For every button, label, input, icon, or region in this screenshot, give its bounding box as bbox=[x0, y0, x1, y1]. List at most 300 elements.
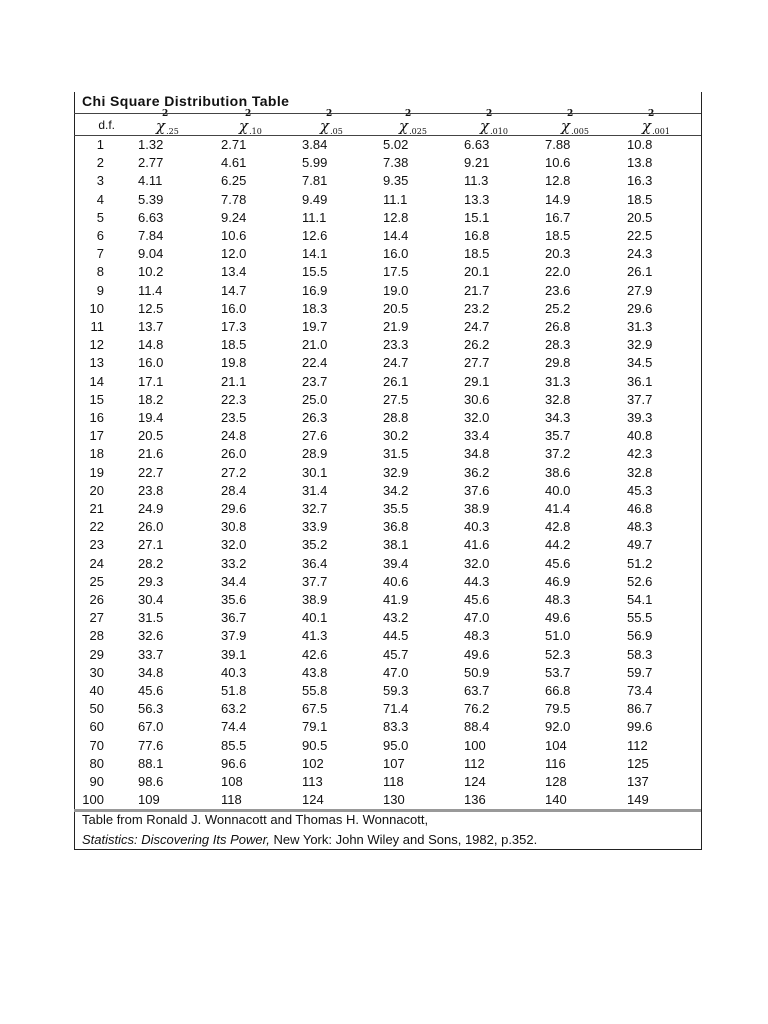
value-cell: 48.3 bbox=[464, 628, 490, 644]
value-cell: 40.1 bbox=[302, 610, 328, 626]
value-cell: 44.2 bbox=[545, 537, 571, 553]
chi-symbol: χ bbox=[156, 117, 166, 135]
value-cell: 99.6 bbox=[627, 719, 653, 735]
value-cell: 42.3 bbox=[627, 446, 653, 462]
chi-square-header bbox=[156, 109, 179, 136]
df-cell: 22 bbox=[89, 519, 104, 535]
value-cell: 112 bbox=[627, 737, 648, 753]
chi-square-header bbox=[320, 109, 343, 136]
value-cell: 49.6 bbox=[464, 646, 490, 662]
value-cell: 20.5 bbox=[627, 209, 653, 225]
value-cell: 15.5 bbox=[302, 264, 328, 280]
value-cell: 22.5 bbox=[627, 228, 653, 243]
value-cell: 13.8 bbox=[627, 155, 653, 171]
footer-book-title: Statistics: Discovering Its Power, bbox=[82, 832, 270, 847]
chi-superscript: 2 bbox=[567, 109, 574, 119]
alpha-subscript: .25 bbox=[166, 127, 179, 136]
value-cell: 34.5 bbox=[627, 355, 653, 371]
value-cell: 45.6 bbox=[545, 555, 571, 571]
df-cell: 25 bbox=[89, 573, 104, 589]
value-cell: 26.3 bbox=[302, 410, 328, 425]
value-cell: 35.5 bbox=[383, 501, 409, 516]
df-cell: 4 bbox=[96, 191, 104, 207]
df-cell: 100 bbox=[82, 792, 104, 808]
value-cell: 33.2 bbox=[221, 555, 247, 571]
value-cell: 2.71 bbox=[221, 137, 247, 152]
value-cell: 40.6 bbox=[383, 573, 409, 589]
value-cell: 32.8 bbox=[545, 391, 571, 407]
value-cell: 98.6 bbox=[138, 774, 164, 789]
value-cell: 34.3 bbox=[545, 410, 571, 425]
value-cell: 85.5 bbox=[221, 737, 247, 753]
value-cell: 30.4 bbox=[138, 592, 164, 607]
value-cell: 43.8 bbox=[302, 664, 328, 680]
value-cell: 12.8 bbox=[383, 209, 409, 225]
value-cell: 20.5 bbox=[138, 428, 164, 444]
value-cell: 140 bbox=[545, 792, 567, 808]
value-cell: 6.25 bbox=[221, 173, 247, 189]
value-cell: 35.6 bbox=[221, 592, 247, 607]
chi-square-header bbox=[239, 109, 262, 136]
value-cell: 104 bbox=[545, 737, 567, 753]
value-cell: 76.2 bbox=[464, 701, 490, 717]
df-cell: 27 bbox=[89, 610, 104, 626]
value-cell: 14.4 bbox=[383, 228, 409, 243]
value-cell: 77.6 bbox=[138, 737, 164, 753]
df-cell: 24 bbox=[89, 555, 104, 571]
value-cell: 35.2 bbox=[302, 537, 328, 553]
value-cell: 40.3 bbox=[464, 519, 490, 535]
value-cell: 31.5 bbox=[138, 610, 164, 626]
value-cell: 23.3 bbox=[383, 337, 409, 353]
value-cell: 11.3 bbox=[464, 173, 489, 189]
value-cell: 30.6 bbox=[464, 391, 490, 407]
df-cell: 29 bbox=[89, 646, 104, 662]
value-cell: 108 bbox=[221, 774, 243, 789]
value-cell: 124 bbox=[302, 792, 324, 808]
value-cell: 29.3 bbox=[138, 573, 164, 589]
df-cell: 28 bbox=[89, 628, 104, 644]
value-cell: 130 bbox=[383, 792, 405, 808]
value-cell: 9.35 bbox=[383, 173, 409, 189]
value-cell: 5.99 bbox=[302, 155, 328, 171]
value-cell: 3.84 bbox=[302, 137, 328, 152]
value-cell: 34.8 bbox=[138, 664, 164, 680]
value-cell: 125 bbox=[627, 755, 649, 771]
df-cell: 26 bbox=[89, 592, 104, 607]
value-cell: 45.6 bbox=[464, 592, 490, 607]
chi-square-header bbox=[480, 109, 508, 136]
value-cell: 6.63 bbox=[464, 137, 490, 152]
value-cell: 9.49 bbox=[302, 191, 328, 207]
value-cell: 40.3 bbox=[221, 664, 247, 680]
value-cell: 10.2 bbox=[138, 264, 164, 280]
chi-symbol: χ bbox=[320, 117, 330, 135]
value-cell: 26.1 bbox=[627, 264, 653, 280]
chi-superscript: 2 bbox=[486, 109, 493, 119]
value-cell: 28.8 bbox=[383, 410, 409, 425]
df-cell: 21 bbox=[89, 501, 104, 516]
value-cell: 79.1 bbox=[302, 719, 328, 735]
alpha-subscript: .05 bbox=[330, 127, 343, 136]
value-cell: 92.0 bbox=[545, 719, 571, 735]
chi-superscript: 2 bbox=[326, 109, 333, 119]
value-cell: 4.11 bbox=[138, 173, 163, 189]
df-cell: 15 bbox=[89, 391, 104, 407]
value-cell: 47.0 bbox=[464, 610, 490, 626]
value-cell: 20.5 bbox=[383, 300, 409, 316]
chi-symbol: χ bbox=[399, 117, 409, 135]
value-cell: 88.1 bbox=[138, 755, 164, 771]
value-cell: 11.1 bbox=[383, 191, 408, 207]
value-cell: 21.7 bbox=[464, 282, 490, 298]
alpha-subscript: .001 bbox=[652, 127, 670, 136]
value-cell: 12.5 bbox=[138, 300, 164, 316]
df-cell: 1 bbox=[96, 137, 104, 152]
chi-superscript: 2 bbox=[245, 109, 252, 119]
value-cell: 28.4 bbox=[221, 482, 247, 498]
df-cell: 80 bbox=[89, 755, 104, 771]
df-cell: 7 bbox=[96, 246, 104, 262]
value-cell: 24.9 bbox=[138, 501, 164, 516]
value-cell: 79.5 bbox=[545, 701, 571, 717]
value-cell: 67.0 bbox=[138, 719, 164, 735]
value-cell: 22.7 bbox=[138, 464, 164, 480]
value-cell: 58.3 bbox=[627, 646, 653, 662]
value-cell: 36.2 bbox=[464, 464, 490, 480]
footer-publisher: New York: John Wiley and Sons, 1982, p.352. bbox=[269, 832, 538, 847]
value-cell: 24.3 bbox=[627, 246, 653, 262]
value-cell: 39.3 bbox=[627, 410, 653, 425]
value-cell: 19.4 bbox=[138, 410, 164, 425]
value-cell: 32.0 bbox=[464, 410, 490, 425]
value-cell: 14.1 bbox=[302, 246, 328, 262]
value-cell: 21.9 bbox=[383, 319, 409, 334]
value-cell: 107 bbox=[383, 755, 405, 771]
value-cell: 46.8 bbox=[627, 501, 653, 516]
df-cell: 6 bbox=[96, 228, 104, 243]
value-cell: 4.61 bbox=[221, 155, 247, 171]
value-cell: 16.0 bbox=[383, 246, 409, 262]
df-cell: 16 bbox=[89, 410, 104, 425]
df-cell: 18 bbox=[89, 446, 104, 462]
value-cell: 16.0 bbox=[138, 355, 164, 371]
value-cell: 109 bbox=[138, 792, 160, 808]
alpha-subscript: .010 bbox=[490, 127, 508, 136]
value-cell: 19.8 bbox=[221, 355, 247, 371]
value-cell: 38.9 bbox=[464, 501, 490, 516]
chi-symbol: χ bbox=[642, 117, 652, 135]
value-cell: 32.0 bbox=[464, 555, 490, 571]
value-cell: 13.3 bbox=[464, 191, 490, 207]
value-cell: 41.3 bbox=[302, 628, 328, 644]
value-cell: 50.9 bbox=[464, 664, 490, 680]
value-cell: 118 bbox=[221, 792, 242, 808]
value-cell: 66.8 bbox=[545, 683, 571, 698]
value-cell: 1.32 bbox=[138, 137, 164, 152]
value-cell: 49.6 bbox=[545, 610, 571, 626]
value-cell: 7.38 bbox=[383, 155, 409, 171]
df-cell: 17 bbox=[89, 428, 104, 444]
value-cell: 95.0 bbox=[383, 737, 409, 753]
df-cell: 23 bbox=[89, 537, 104, 553]
value-cell: 31.4 bbox=[302, 482, 328, 498]
value-cell: 19.7 bbox=[302, 319, 328, 334]
value-cell: 55.5 bbox=[627, 610, 653, 626]
value-cell: 27.2 bbox=[221, 464, 247, 480]
value-cell: 36.8 bbox=[383, 519, 409, 535]
df-cell: 30 bbox=[89, 664, 104, 680]
value-cell: 28.3 bbox=[545, 337, 571, 353]
value-cell: 67.5 bbox=[302, 701, 328, 717]
alpha-subscript: .025 bbox=[409, 127, 427, 136]
value-cell: 29.8 bbox=[545, 355, 571, 371]
value-cell: 90.5 bbox=[302, 737, 328, 753]
chi-superscript: 2 bbox=[162, 109, 169, 119]
value-cell: 42.8 bbox=[545, 519, 571, 535]
value-cell: 71.4 bbox=[383, 701, 409, 717]
chi-superscript: 2 bbox=[405, 109, 412, 119]
value-cell: 17.5 bbox=[383, 264, 409, 280]
value-cell: 32.8 bbox=[627, 464, 653, 480]
value-cell: 41.9 bbox=[383, 592, 409, 607]
df-cell: 13 bbox=[89, 355, 104, 371]
df-cell: 11 bbox=[90, 319, 104, 334]
value-cell: 44.3 bbox=[464, 573, 490, 589]
value-cell: 18.5 bbox=[545, 228, 571, 243]
df-header: d.f. bbox=[98, 118, 115, 132]
value-cell: 56.3 bbox=[138, 701, 164, 717]
value-cell: 100 bbox=[464, 737, 486, 753]
value-cell: 20.3 bbox=[545, 246, 571, 262]
value-cell: 24.7 bbox=[464, 319, 490, 334]
value-cell: 12.6 bbox=[302, 228, 328, 243]
footer-source-line: Table from Ronald J. Wonnacott and Thomas H. Wonnacott, bbox=[82, 812, 429, 827]
value-cell: 37.6 bbox=[464, 482, 490, 498]
df-cell: 5 bbox=[96, 209, 104, 225]
value-cell: 34.4 bbox=[221, 573, 247, 589]
value-cell: 36.1 bbox=[627, 373, 653, 389]
value-cell: 7.88 bbox=[545, 137, 571, 152]
value-cell: 37.9 bbox=[221, 628, 247, 644]
value-cell: 23.6 bbox=[545, 282, 571, 298]
df-cell: 10 bbox=[89, 300, 104, 316]
value-cell: 38.6 bbox=[545, 464, 571, 480]
value-cell: 22.3 bbox=[221, 391, 247, 407]
df-cell: 9 bbox=[96, 282, 104, 298]
value-cell: 41.6 bbox=[464, 537, 490, 553]
value-cell: 55.8 bbox=[302, 683, 328, 698]
value-cell: 16.3 bbox=[627, 173, 653, 189]
value-cell: 15.1 bbox=[464, 209, 490, 225]
value-cell: 37.2 bbox=[545, 446, 571, 462]
value-cell: 63.2 bbox=[221, 701, 247, 717]
value-cell: 26.0 bbox=[138, 519, 164, 535]
value-cell: 32.9 bbox=[383, 464, 409, 480]
value-cell: 52.3 bbox=[545, 646, 571, 662]
value-cell: 18.5 bbox=[627, 191, 653, 207]
value-cell: 26.0 bbox=[221, 446, 247, 462]
value-cell: 45.3 bbox=[627, 482, 653, 498]
value-cell: 21.0 bbox=[302, 337, 328, 353]
value-cell: 23.7 bbox=[302, 373, 328, 389]
alpha-subscript: .005 bbox=[571, 127, 589, 136]
df-cell: 14 bbox=[89, 373, 104, 389]
df-cell: 60 bbox=[89, 719, 104, 735]
value-cell: 7.84 bbox=[138, 228, 164, 243]
value-cell: 52.6 bbox=[627, 573, 653, 589]
chi-symbol: χ bbox=[561, 117, 571, 135]
footer-citation-line bbox=[82, 832, 537, 847]
value-cell: 30.2 bbox=[383, 428, 409, 444]
value-cell: 63.7 bbox=[464, 683, 490, 698]
chi-superscript: 2 bbox=[648, 109, 655, 119]
value-cell: 49.7 bbox=[627, 537, 653, 553]
value-cell: 30.8 bbox=[221, 519, 247, 535]
value-cell: 40.8 bbox=[627, 428, 653, 444]
value-cell: 9.04 bbox=[138, 246, 164, 262]
value-cell: 26.8 bbox=[545, 319, 571, 334]
value-cell: 73.4 bbox=[627, 683, 653, 698]
value-cell: 18.5 bbox=[221, 337, 247, 353]
value-cell: 113 bbox=[302, 774, 323, 789]
value-cell: 24.8 bbox=[221, 428, 247, 444]
value-cell: 14.7 bbox=[221, 282, 247, 298]
chi-symbol: χ bbox=[480, 117, 490, 135]
value-cell: 32.0 bbox=[221, 537, 247, 553]
value-cell: 22.0 bbox=[545, 264, 571, 280]
value-cell: 7.78 bbox=[221, 191, 247, 207]
value-cell: 2.77 bbox=[138, 155, 164, 171]
value-cell: 9.24 bbox=[221, 209, 247, 225]
value-cell: 14.9 bbox=[545, 191, 571, 207]
value-cell: 13.4 bbox=[221, 264, 247, 280]
value-cell: 5.02 bbox=[383, 137, 409, 152]
value-cell: 31.3 bbox=[627, 319, 653, 334]
value-cell: 29.6 bbox=[221, 501, 247, 516]
value-cell: 35.7 bbox=[545, 428, 571, 444]
value-cell: 16.9 bbox=[302, 282, 328, 298]
value-cell: 16.0 bbox=[221, 300, 247, 316]
value-cell: 112 bbox=[464, 755, 485, 771]
value-cell: 30.1 bbox=[302, 464, 328, 480]
value-cell: 39.1 bbox=[221, 646, 247, 662]
value-cell: 25.0 bbox=[302, 391, 328, 407]
value-cell: 47.0 bbox=[383, 664, 409, 680]
value-cell: 31.5 bbox=[383, 446, 409, 462]
value-cell: 10.8 bbox=[627, 137, 653, 152]
value-cell: 74.4 bbox=[221, 719, 247, 735]
value-cell: 56.9 bbox=[627, 628, 653, 644]
value-cell: 28.9 bbox=[302, 446, 328, 462]
value-cell: 23.5 bbox=[221, 410, 247, 425]
value-cell: 45.7 bbox=[383, 646, 409, 662]
value-cell: 5.39 bbox=[138, 191, 164, 207]
df-cell: 40 bbox=[89, 683, 104, 698]
value-cell: 32.6 bbox=[138, 628, 164, 644]
value-cell: 10.6 bbox=[221, 228, 247, 243]
value-cell: 17.1 bbox=[138, 373, 164, 389]
value-cell: 28.2 bbox=[138, 555, 164, 571]
value-cell: 33.7 bbox=[138, 646, 164, 662]
alpha-subscript: .10 bbox=[249, 127, 262, 136]
chi-square-header bbox=[642, 109, 670, 136]
value-cell: 38.9 bbox=[302, 592, 328, 607]
value-cell: 36.4 bbox=[302, 555, 328, 571]
value-cell: 23.8 bbox=[138, 482, 164, 498]
value-cell: 27.5 bbox=[383, 391, 409, 407]
value-cell: 21.6 bbox=[138, 446, 164, 462]
value-cell: 20.1 bbox=[464, 264, 490, 280]
value-cell: 41.4 bbox=[545, 501, 571, 516]
value-cell: 59.7 bbox=[627, 664, 653, 680]
value-cell: 26.1 bbox=[383, 373, 409, 389]
value-cell: 37.7 bbox=[302, 573, 328, 589]
value-cell: 7.81 bbox=[302, 173, 328, 189]
value-cell: 32.9 bbox=[627, 337, 653, 353]
value-cell: 18.5 bbox=[464, 246, 490, 262]
value-cell: 48.3 bbox=[545, 592, 571, 607]
value-cell: 88.4 bbox=[464, 719, 490, 735]
value-cell: 11.1 bbox=[302, 209, 327, 225]
value-cell: 59.3 bbox=[383, 683, 409, 698]
df-cell: 2 bbox=[96, 155, 104, 171]
df-cell: 50 bbox=[89, 701, 104, 717]
value-cell: 46.9 bbox=[545, 573, 571, 589]
value-cell: 33.9 bbox=[302, 519, 328, 535]
value-cell: 27.7 bbox=[464, 355, 490, 371]
value-cell: 53.7 bbox=[545, 664, 571, 680]
df-cell: 8 bbox=[96, 264, 104, 280]
value-cell: 36.7 bbox=[221, 610, 247, 626]
df-cell: 90 bbox=[89, 774, 104, 789]
value-cell: 149 bbox=[627, 792, 649, 808]
value-cell: 17.3 bbox=[221, 319, 247, 334]
value-cell: 22.4 bbox=[302, 355, 328, 371]
value-cell: 12.8 bbox=[545, 173, 571, 189]
value-cell: 27.9 bbox=[627, 282, 653, 298]
value-cell: 42.6 bbox=[302, 646, 328, 662]
value-cell: 51.2 bbox=[627, 555, 653, 571]
df-cell: 19 bbox=[89, 464, 104, 480]
value-cell: 37.7 bbox=[627, 391, 653, 407]
value-cell: 6.63 bbox=[138, 209, 164, 225]
value-cell: 128 bbox=[545, 774, 567, 789]
df-cell: 3 bbox=[96, 173, 104, 189]
value-cell: 102 bbox=[302, 755, 324, 771]
value-cell: 14.8 bbox=[138, 337, 164, 353]
value-cell: 19.0 bbox=[383, 282, 409, 298]
value-cell: 13.7 bbox=[138, 319, 164, 334]
value-cell: 136 bbox=[464, 792, 486, 808]
value-cell: 23.2 bbox=[464, 300, 490, 316]
value-cell: 27.1 bbox=[138, 537, 164, 553]
table-title: Chi Square Distribution Table bbox=[82, 93, 290, 109]
value-cell: 44.5 bbox=[383, 628, 409, 644]
value-cell: 34.2 bbox=[383, 482, 409, 498]
value-cell: 40.0 bbox=[545, 482, 571, 498]
value-cell: 38.1 bbox=[383, 537, 409, 553]
value-cell: 124 bbox=[464, 774, 486, 789]
value-cell: 48.3 bbox=[627, 519, 653, 535]
value-cell: 51.8 bbox=[221, 683, 247, 698]
value-cell: 32.7 bbox=[302, 501, 328, 516]
value-cell: 83.3 bbox=[383, 719, 409, 735]
value-cell: 43.2 bbox=[383, 610, 409, 626]
value-cell: 34.8 bbox=[464, 446, 490, 462]
value-cell: 31.3 bbox=[545, 373, 571, 389]
value-cell: 29.6 bbox=[627, 300, 653, 316]
